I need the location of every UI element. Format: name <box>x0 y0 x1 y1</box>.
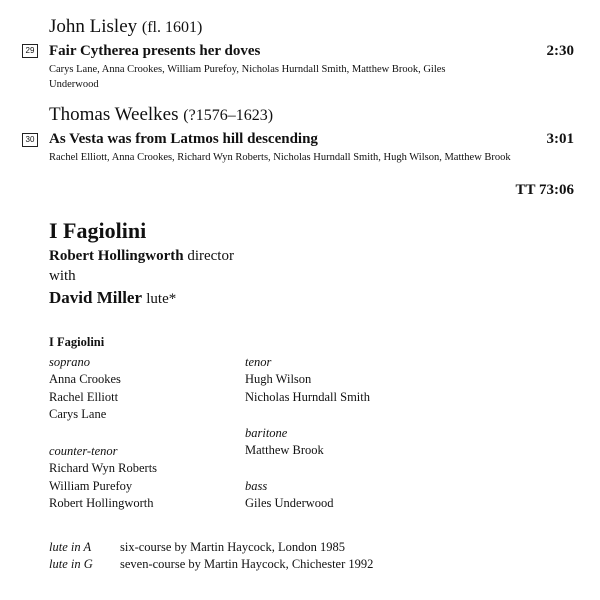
voice-label: bass <box>245 479 268 493</box>
track-title: Fair Cytherea presents her doves <box>49 43 261 59</box>
lutenist-name: David Miller <box>49 288 143 307</box>
with-label: with <box>49 268 76 284</box>
track-composer: Thomas Weelkes <box>49 104 179 125</box>
voice-label: counter-tenor <box>49 444 118 458</box>
member-name: Hugh Wilson <box>245 372 312 386</box>
lute-description: seven-course by Martin Haycock, Chichester 1992 <box>120 557 374 571</box>
member-name: Nicholas Hurndall Smith <box>245 389 370 404</box>
member-name: Richard Wyn Roberts <box>49 461 158 475</box>
member-name: William Purefoy <box>49 478 133 493</box>
track-performers: Rachel Elliott, Anna Crookes, Richard Wyn Roberts, Nicholas Hurndall Smith, Hugh Wilson, Matthew Brook <box>49 152 511 163</box>
member-name: Giles Underwood <box>245 496 334 510</box>
lute-description: six-course by Martin Haycock, London 1985 <box>120 540 345 554</box>
member-name: Anna Crookes <box>49 372 121 386</box>
lute-label: lute in A <box>49 540 92 554</box>
member-name: Matthew Brook <box>245 443 324 457</box>
track-30-composer-line <box>49 104 273 127</box>
director-role: director <box>187 248 234 264</box>
soprano-section <box>49 354 121 424</box>
track-composer-dates: (fl. 1601) <box>141 19 203 36</box>
lutenist-role: lute* <box>146 291 177 307</box>
total-time: TT 73:06 <box>515 182 574 198</box>
director-credit <box>49 246 234 266</box>
member-name: Rachel Elliott <box>49 389 119 404</box>
counter-tenor-section <box>49 443 157 513</box>
bass-section <box>245 478 334 513</box>
track-composer-dates: (?1576–1623) <box>183 107 274 124</box>
ensemble-name: I Fagiolini <box>49 218 147 243</box>
track-number-badge: 30 <box>22 133 38 147</box>
track-title: As Vesta was from Latmos hill descending <box>49 131 318 147</box>
lutenist-credit <box>49 288 176 309</box>
voice-label: baritone <box>245 426 288 440</box>
voice-label: soprano <box>49 355 90 369</box>
lute-label: lute in G <box>49 557 93 571</box>
member-name: Carys Lane <box>49 407 107 421</box>
track-composer: John Lisley <box>49 16 138 37</box>
track-number-badge: 29 <box>22 44 38 58</box>
baritone-section <box>245 425 324 460</box>
roster-heading: I Fagiolini <box>49 335 105 349</box>
tenor-section <box>245 354 370 406</box>
director-name: Robert Hollingworth <box>49 248 184 264</box>
track-29-composer-line <box>49 16 202 39</box>
track-performers: Carys Lane, Anna Crookes, William Purefoy, Nicholas Hurndall Smith, Matthew Brook, Giles Underwood <box>49 64 446 90</box>
track-duration: 3:01 <box>546 131 574 147</box>
member-name: Robert Hollingworth <box>49 496 154 510</box>
voice-label: tenor <box>245 355 272 369</box>
track-duration: 2:30 <box>546 43 574 59</box>
